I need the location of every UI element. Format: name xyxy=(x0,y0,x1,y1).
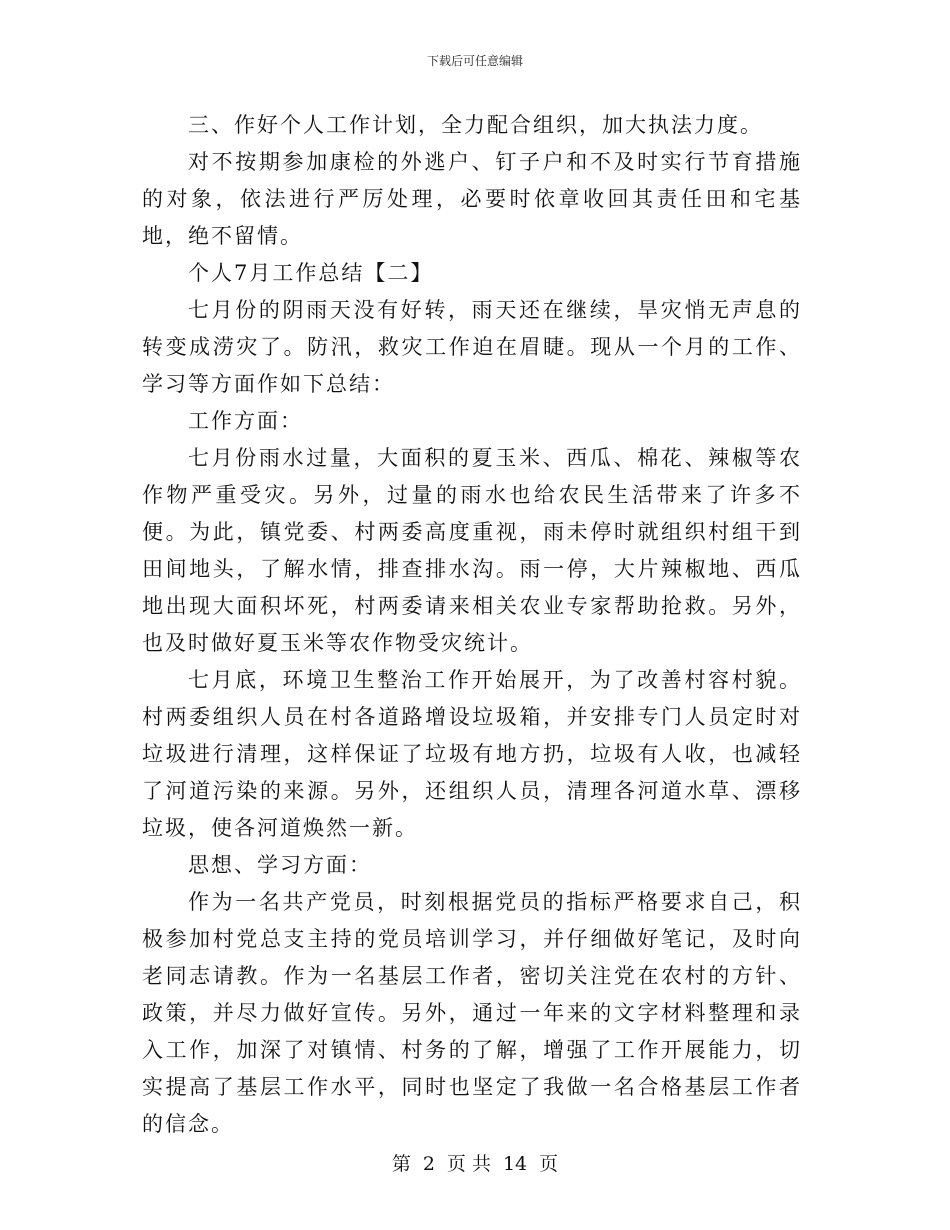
footer-suffix: 页 xyxy=(539,1153,559,1175)
footer-prefix: 第 xyxy=(391,1153,411,1175)
header-note: 下载后可任意编辑 xyxy=(426,54,523,68)
paragraph-study: 作为一名共产党员，时刻根据党员的指标严格要求自己，积极参加村党总支主持的党员培训学习，并仔细做好笔记，及时向老同志请教。作为一名基层工作者，密切关注党在农村的方针、政策，并尽力做好宣传。另外，通过一年来的文字材料整理和录入工作，加深了对镇情、村务的了解，增强了工作开展能力，切实提高了基层工作水平，同时也坚定了我做一名合格基层工作者的信念。 xyxy=(142,890,802,1136)
paragraph-section-three: 三、作好个人工作计划，全力配合组织，加大执法力度。 xyxy=(188,113,763,137)
document-body xyxy=(142,107,802,1143)
footer-middle: 页 共 xyxy=(446,1153,491,1175)
footer-page-number: 2 xyxy=(422,1153,435,1175)
footer-total-pages: 14 xyxy=(502,1153,528,1175)
page-header xyxy=(0,53,950,69)
section-heading-summary-two: 个人7月工作总结【二】 xyxy=(188,261,434,285)
paragraph-sanitation: 七月底，环境卫生整治工作开始展开，为了改善村容村貌。村两委组织人员在村各道路增设垃圾箱，并安排专门人员定时对垃圾进行清理，这样保证了垃圾有地方扔，垃圾有人收，也减轻了河道污染的来源。另外，还组织人员，清理各河道水草、漂移垃圾，使各河道焕然一新。 xyxy=(142,668,802,840)
page-footer xyxy=(0,1152,950,1176)
subheading-work: 工作方面： xyxy=(188,409,303,433)
paragraph-flood-work: 七月份雨水过量，大面积的夏玉米、西瓜、棉花、辣椒等农作物严重受灾。另外，过量的雨水也给农民生活带来了许多不便。为此，镇党委、村两委高度重视，雨未停时就组织村组干到田间地头，了解水情，排查排水沟。雨一停，大片辣椒地、西瓜地出现大面积坏死，村两委请来相关农业专家帮助抢救。另外，也及时做好夏玉米等农作物受灾统计。 xyxy=(142,446,802,655)
paragraph-enforcement: 对不按期参加康检的外逃户、钉子户和不及时实行节育措施的对象，依法进行严厉处理，必要时依章收回其责任田和宅基地，绝不留情。 xyxy=(142,150,802,248)
paragraph-intro: 七月份的阴雨天没有好转，雨天还在继续，旱灾悄无声息的转变成涝灾了。防汛，救灾工作迫在眉睫。现从一个月的工作、学习等方面作如下总结： xyxy=(142,298,802,396)
subheading-study: 思想、学习方面： xyxy=(188,853,372,877)
